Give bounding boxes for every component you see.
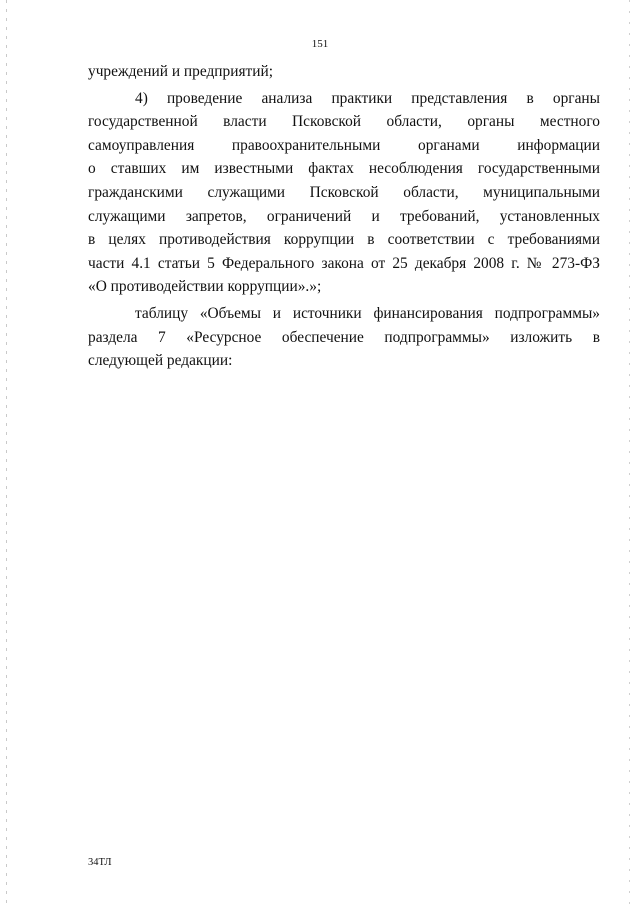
text-line: в целях противодействия коррупции в соответствии с требованиями — [88, 231, 600, 249]
text-line: раздела 7 «Ресурсное обеспечение подпрограммы» изложить в — [88, 328, 600, 346]
text-line: гражданскими служащими Псковской области, муниципальными — [88, 183, 600, 201]
text-line: части 4.1 статьи 5 Федерального закона от 25 декабря 2008 г. № 273-ФЗ — [88, 254, 600, 272]
text-line: самоуправления правоохранительными органами информации — [88, 136, 600, 154]
text-line: служащими запретов, ограничений и требований, установленных — [88, 207, 600, 225]
text-line: 4) проведение анализа практики представления в органы — [135, 89, 600, 107]
text-line: таблицу «Объемы и источники финансирования подпрограммы» — [135, 304, 600, 322]
paragraph-1 — [88, 60, 600, 84]
scan-edge-right — [629, 0, 630, 905]
paragraph-3 — [88, 302, 600, 373]
text-line: «О противодействии коррупции».»; — [88, 278, 322, 296]
text-line: о ставших им известными фактах несоблюдения государственными — [88, 160, 600, 178]
text-line: учреждений и предприятий; — [88, 63, 274, 80]
paragraph-2 — [88, 87, 600, 299]
page-number: 151 — [311, 38, 329, 50]
document-body — [88, 60, 600, 373]
text-line: следующей редакции: — [88, 352, 233, 370]
scan-edge-left — [6, 0, 7, 905]
document-code: 34ТЛ — [88, 857, 112, 868]
text-line: государственной власти Псковской области, органы местного — [88, 113, 600, 131]
